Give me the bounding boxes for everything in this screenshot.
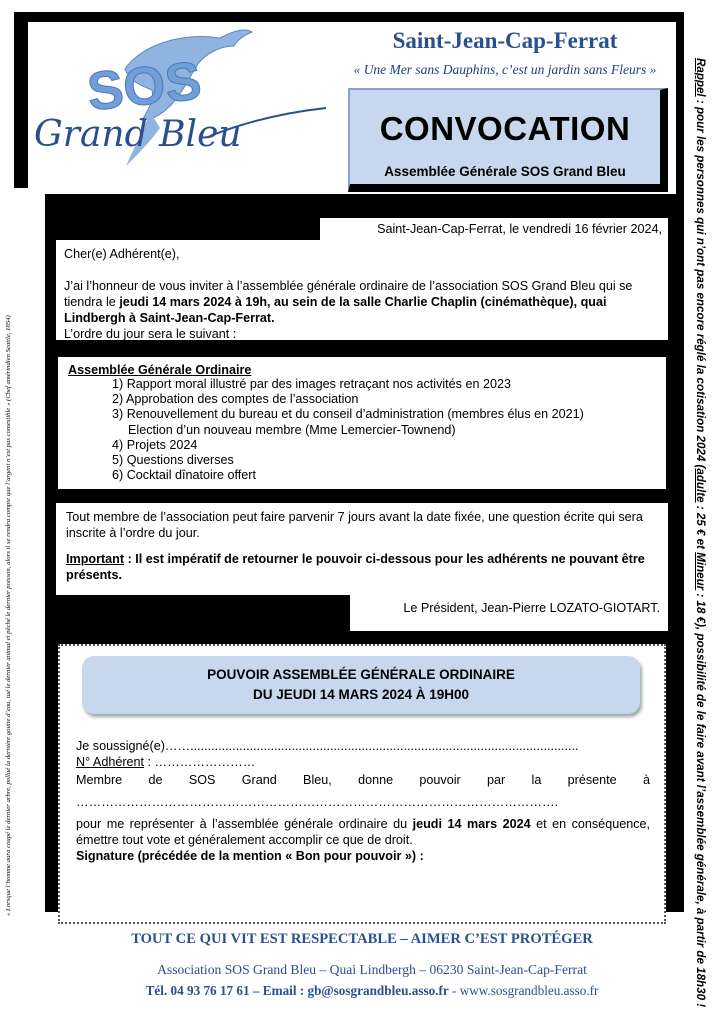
footer-address: Association SOS Grand Bleu – Quai Lindbergh – 06230 Saint-Jean-Cap-Ferrat — [157, 962, 587, 977]
represent-start: pour me représenter à l’assemblée générale ordinaire du — [76, 817, 413, 831]
site-title: Saint-Jean-Cap-Ferrat — [392, 28, 618, 53]
important-note — [66, 551, 658, 583]
mineur-label: Mineur — [694, 552, 707, 591]
important-text: : Il est impératif de retourner le pouvoir ci-dessous pour les adhérents ne pouvant être présents. — [66, 552, 645, 582]
agenda-list — [68, 377, 656, 483]
represent-end: et en conséquence, émettre tout vote et généralement accomplir ce que de droit. — [76, 817, 651, 847]
question-text: Tout membre de l’association peut faire parvenir 7 jours avant la date fixée, une question écrite qui sera inscrite à l’ordre du jour. — [66, 510, 643, 540]
greeting: Cher(e) Adhérent(e), — [64, 247, 180, 261]
adherent-field[interactable] — [76, 754, 650, 770]
sos-grand-bleu-logo — [30, 24, 330, 174]
date-text: Saint-Jean-Cap-Ferrat, le vendredi 16 février 2024, — [377, 222, 662, 236]
footer-slogan: TOUT CE QUI VIT EST RESPECTABLE – AIMER C’EST PROTÉGER — [131, 931, 593, 947]
signature-label: Signature (précédée de la mention « Bon pour pouvoir ») : — [76, 849, 424, 863]
agenda-item: 2) Approbation des comptes de l’association — [112, 392, 359, 407]
pouvoir-header — [82, 656, 640, 714]
reminder-text-2: : 25 € et — [694, 502, 707, 553]
pouvoir-title-2: DU JEUDI 14 MARS 2024 À 19H00 — [252, 687, 470, 702]
intro-end: L’ordre du jour sera le suivant : — [64, 327, 237, 341]
adulte-label: adulte — [694, 468, 707, 503]
agenda-item: 4) Projets 2024 — [112, 437, 198, 452]
pouvoir-title-1: POUVOIR ASSEMBLÉE GÉNÉRALE ORDINAIRE — [207, 667, 515, 682]
agenda-item: 5) Questions diverses — [112, 453, 234, 468]
intro-start: J’ai l’honneur de vous inviter à l’assemblée générale ordinaire de l’association SOS Grand Bleu qui se tiendra le — [64, 279, 633, 309]
site-quote: « Une Mer sans Dauphins, c’est un jardin sans Fleurs » — [353, 62, 657, 77]
pouvoir-fields — [76, 738, 650, 864]
convocation-box — [348, 88, 668, 192]
agenda-item: 1) Rapport moral illustré par des images retraçant nos activités en 2023 — [112, 377, 511, 391]
adherent-label: N° Adhérent — [76, 755, 145, 769]
agenda-heading: Assemblée Générale Ordinaire — [68, 363, 252, 377]
agenda-item: 6) Cocktail dînatoire offert — [112, 468, 256, 483]
proxy-name-field[interactable]: ……………………………………………………………………………………………………. — [76, 795, 559, 809]
membre-line: Membre de SOS Grand Bleu, donne pouvoir par la présente à — [76, 773, 650, 787]
date-line — [320, 218, 668, 242]
reminder-text-1: : pour les personnes qui n’ont pas encore réglé la cotisation 2024 ( — [694, 96, 707, 469]
footer-website[interactable]: - www.sosgrandbleu.asso.fr — [448, 983, 599, 998]
letter-intro — [56, 240, 668, 340]
agenda-box — [56, 355, 668, 491]
logo-sos-text: SOS — [84, 50, 205, 123]
convocation-subtitle: Assemblée Générale SOS Grand Bleu — [384, 164, 626, 179]
represent-paragraph — [76, 816, 650, 848]
agenda-item: Election d’un nouveau membre (Mme Lemercier-Townend) — [128, 422, 456, 437]
rappel-label: Rappel — [694, 58, 707, 97]
adherent-dots: : …………………… — [144, 755, 256, 769]
footer-phone-email[interactable]: Tél. 04 93 76 17 61 – Email : gb@sosgrandbleu.asso.fr — [145, 983, 449, 998]
agenda-item: 3) Renouvellement du bureau et du conseil d’administration (membres élus en 2021) — [112, 407, 584, 422]
logo-script-text: Grand Bleu — [34, 114, 242, 155]
president-signature: Le Président, Jean-Pierre LOZATO-GIOTART. — [350, 595, 668, 631]
convocation-title: CONVOCATION — [379, 110, 631, 147]
side-reminder — [689, 58, 707, 1008]
soussigne-field[interactable]: Je soussigné(e)……............................................................................................................... — [76, 739, 579, 753]
info-box — [56, 503, 668, 595]
intro-date-location: jeudi 14 mars 2024 à 19h, au sein de la salle Charlie Chaplin (cinémathèque), quai Lindbergh à Saint-Jean-Cap-Ferrat. — [64, 295, 607, 325]
represent-date: jeudi 14 mars 2024 — [412, 817, 531, 831]
important-label: Important — [66, 552, 125, 566]
footer-contact — [0, 983, 724, 999]
side-quote: « Lorsque l’homme aura coupé le dernier arbre, pollué la dernière goutte d’eau, tué le dernier animal et pêché le dernier poisson, alors il se rendra compte que l’argent n’est pas comestible » (Chef amérindien Seattle, 1854) — [5, 315, 12, 916]
reminder-text-3: : 18 €), possibilité de le faire avant l’assemblée générale, à partir de 18h30 ! — [694, 590, 707, 1008]
intro-paragraph — [64, 278, 660, 326]
